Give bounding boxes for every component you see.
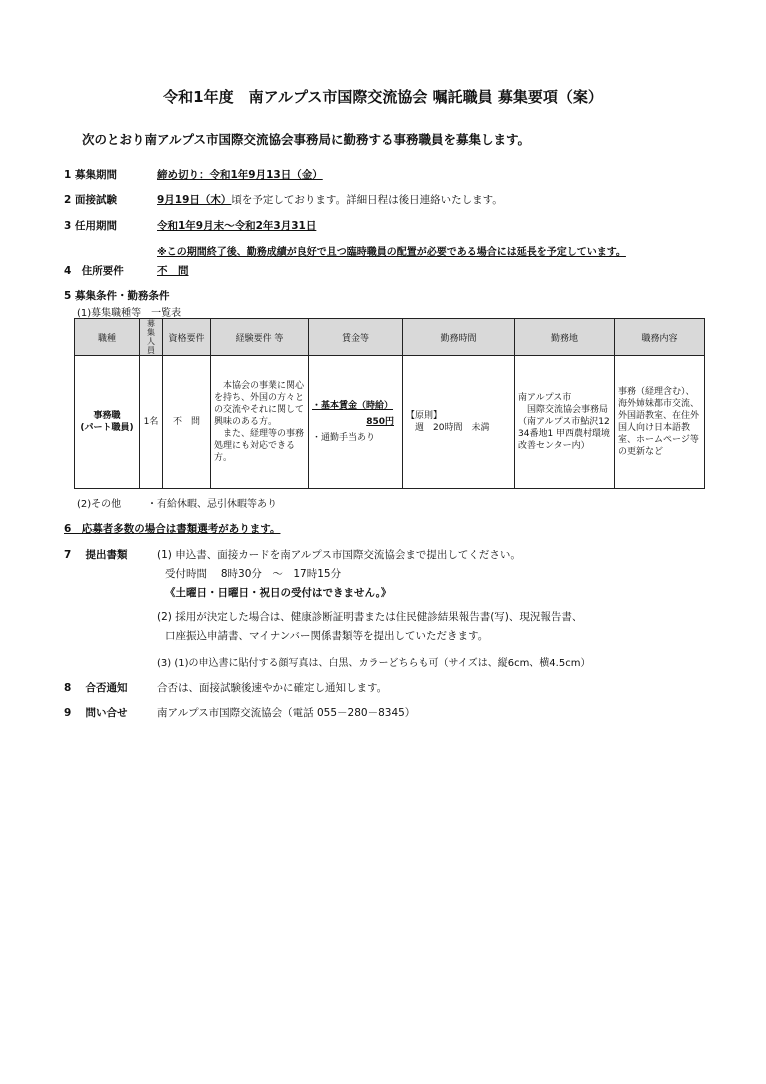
cell-keiken: 本協会の事業に関心を持ち、外国の方々との交流やそれに関して興味のある方。 また、経理等の事務処理にも対応できる方。 — [214, 381, 305, 463]
cell-chingin-title: ・基本賃金（時給） — [312, 401, 394, 411]
header-chingin: 賃金等 — [309, 319, 403, 356]
job-table — [74, 318, 705, 489]
header-shokushu: 職種 — [75, 319, 140, 356]
section-7-item-1-note: 《土曜日・日曜日・祝日の受付はできません。》 — [165, 587, 392, 599]
section-7-item-2a: (2) 採用が決定した場合は、健康診断証明書または住民健診結果報告書(写)、現況報告書、 — [157, 611, 583, 623]
section-4-value: 不 問 — [157, 265, 189, 277]
page-title: 令和1年度 南アルプス市国際交流協会 嘱託職員 募集要項（案） — [163, 88, 603, 106]
cell-shikaku: 不 問 — [172, 417, 200, 427]
section-7-label: 7 提出書類 — [64, 549, 128, 561]
section-3-label: 3 任用期間 — [64, 220, 117, 232]
section-5-subtitle: (1)募集職種等 一覧表 — [77, 308, 182, 319]
section-3-note: ※この期間終了後、勤務成績が良好で且つ臨時職員の配置が必要である場合には延長を予定しています。 — [157, 247, 626, 258]
section-7-item-3: (3) (1)の申込書に貼付する顔写真は、白黒、カラーどちらも可（サイズは、縦6cm、横4.5cm） — [157, 658, 591, 669]
section-8-label: 8 合否通知 — [64, 682, 128, 694]
intro-text: 次のとおり南アルプス市国際交流協会事務局に勤務する事務職員を募集します。 — [82, 132, 531, 147]
section-5-other-label: (2)その他 — [77, 499, 122, 510]
cell-ninzu: 1名 — [143, 417, 159, 427]
header-ninzu: 募集人員 — [140, 319, 163, 356]
header-basho: 勤務地 — [515, 319, 615, 356]
cell-shokushu: 事務職 (パート職員) — [80, 411, 134, 433]
cell-naiyo: 事務（経理含む）、海外姉妹都市交流、外国語教室、在住外国人向け日本語教室、ホームページ等の更新など — [618, 387, 700, 457]
cell-chingin-extra: ・通勤手当あり — [312, 433, 376, 443]
section-4-label: 4 住所要件 — [64, 265, 124, 277]
section-9-value: 南アルプス市国際交流協会（電話 055－280－8345） — [157, 707, 416, 719]
section-1-value: 締め切り：令和1年9月13日（金） — [157, 169, 323, 181]
interview-date: 9月19日（木） — [157, 194, 232, 206]
interview-note: 頃を予定しております。詳細日程は後日連絡いたします。 — [231, 194, 503, 206]
section-3-value: 令和1年9月末～令和2年3月31日 — [157, 220, 317, 232]
section-5-label: 5 募集条件・勤務条件 — [64, 290, 170, 302]
section-5-other-value: ・有給休暇、忌引休暇等あり — [147, 499, 277, 510]
cell-chingin-amount: 850円 — [366, 417, 394, 427]
cell-jikan: 【原則】 週 20時間 未満 — [406, 411, 490, 433]
header-keiken: 経験要件 等 — [211, 319, 309, 356]
section-7-item-1-time: 受付時間 8時30分 ～ 17時15分 — [165, 568, 342, 580]
section-1-label: 1 募集期間 — [64, 169, 117, 181]
section-8-value: 合否は、面接試験後速やかに確定し通知します。 — [157, 682, 388, 694]
section-7-item-1: (1) 申込書、面接カードを南アルプス市国際交流協会まで提出してください。 — [157, 549, 521, 561]
header-naiyo: 職務内容 — [615, 319, 705, 356]
header-shikaku: 資格要件 — [163, 319, 211, 356]
section-9-label: 9 問い合せ — [64, 707, 128, 719]
section-7-item-2b: 口座振込申請書、マイナンバー関係書類等を提出していただきます。 — [165, 630, 489, 642]
cell-basho: 南アルプス市 国際交流協会事務局 （南アルプス市鮎沢1234番地1 甲西農村環境改善センター内） — [518, 393, 611, 451]
section-2-value — [157, 192, 503, 207]
header-jikan: 勤務時間 — [403, 319, 515, 356]
section-6-label: 6 応募者多数の場合は書類選考があります。 — [64, 523, 281, 535]
table-header-row — [75, 319, 705, 356]
section-2-label: 2 面接試験 — [64, 194, 117, 206]
table-row — [75, 356, 705, 489]
